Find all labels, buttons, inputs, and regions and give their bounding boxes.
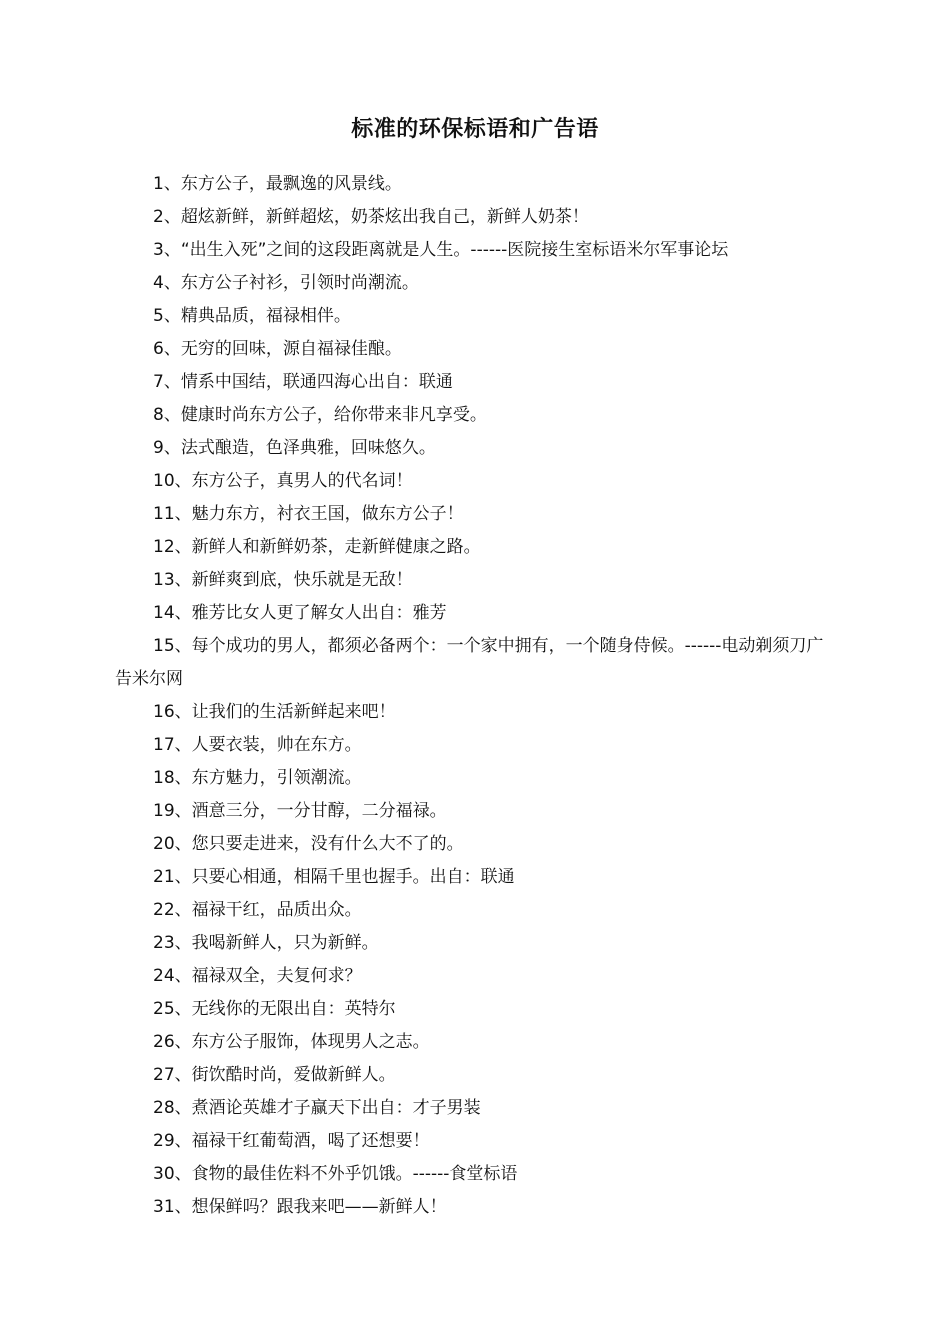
list-item: 3、“出生入死”之间的这段距离就是人生。------医院接生室标语米尔军事论坛 bbox=[153, 240, 729, 260]
list-item: 22、福禄干红，品质出众。 bbox=[153, 900, 362, 920]
list-item: 25、无线你的无限出自：英特尔 bbox=[153, 999, 396, 1019]
list-item: 15、每个成功的男人，都须必备两个：一个家中拥有，一个随身侍候。------电动剃须刀广告米尔网 bbox=[115, 636, 824, 689]
list-item: 2、超炫新鲜，新鲜超炫，奶茶炫出我自己，新鲜人奶茶！ bbox=[153, 207, 589, 227]
list-item: 24、福禄双全，夫复何求？ bbox=[153, 966, 362, 986]
list-item: 5、精典品质，福禄相伴。 bbox=[153, 306, 351, 326]
list-item: 30、食物的最佳佐料不外乎饥饿。------食堂标语 bbox=[153, 1164, 518, 1184]
list-item: 6、无穷的回味，源自福禄佳酿。 bbox=[153, 339, 402, 359]
list-item: 10、东方公子，真男人的代名词！ bbox=[153, 471, 413, 491]
slogan-list bbox=[115, 168, 835, 1224]
list-item: 31、想保鲜吗？跟我来吧——新鲜人！ bbox=[153, 1197, 447, 1217]
list-item: 21、只要心相通，相隔千里也握手。出自：联通 bbox=[153, 867, 515, 887]
document-title: 标准的环保标语和广告语 bbox=[351, 117, 599, 142]
list-item: 27、街饮酷时尚，爱做新鲜人。 bbox=[153, 1065, 396, 1085]
list-item: 29、福禄干红葡萄酒，喝了还想要！ bbox=[153, 1131, 430, 1151]
list-item: 8、健康时尚东方公子，给你带来非凡享受。 bbox=[153, 405, 487, 425]
list-item: 20、您只要走进来，没有什么大不了的。 bbox=[153, 834, 464, 854]
list-item: 17、人要衣装，帅在东方。 bbox=[153, 735, 362, 755]
list-item: 13、新鲜爽到底，快乐就是无敌！ bbox=[153, 570, 413, 590]
list-item: 19、酒意三分，一分甘醇，二分福禄。 bbox=[153, 801, 447, 821]
list-item: 1、东方公子，最飘逸的风景线。 bbox=[153, 174, 402, 194]
list-item: 12、新鲜人和新鲜奶茶，走新鲜健康之路。 bbox=[153, 537, 481, 557]
list-item: 16、让我们的生活新鲜起来吧！ bbox=[153, 702, 396, 722]
list-item: 11、魅力东方，衬衣王国，做东方公子！ bbox=[153, 504, 464, 524]
list-item: 7、情系中国结，联通四海心出自：联通 bbox=[153, 372, 453, 392]
list-item: 26、东方公子服饰，体现男人之志。 bbox=[153, 1032, 430, 1052]
list-item: 9、法式酿造，色泽典雅，回味悠久。 bbox=[153, 438, 436, 458]
list-item: 4、东方公子衬衫，引领时尚潮流。 bbox=[153, 273, 419, 293]
list-item: 14、雅芳比女人更了解女人出自：雅芳 bbox=[153, 603, 447, 623]
list-item: 28、煮酒论英雄才子赢天下出自：才子男装 bbox=[153, 1098, 481, 1118]
list-item: 23、我喝新鲜人，只为新鲜。 bbox=[153, 933, 379, 953]
list-item: 18、东方魅力，引领潮流。 bbox=[153, 768, 362, 788]
